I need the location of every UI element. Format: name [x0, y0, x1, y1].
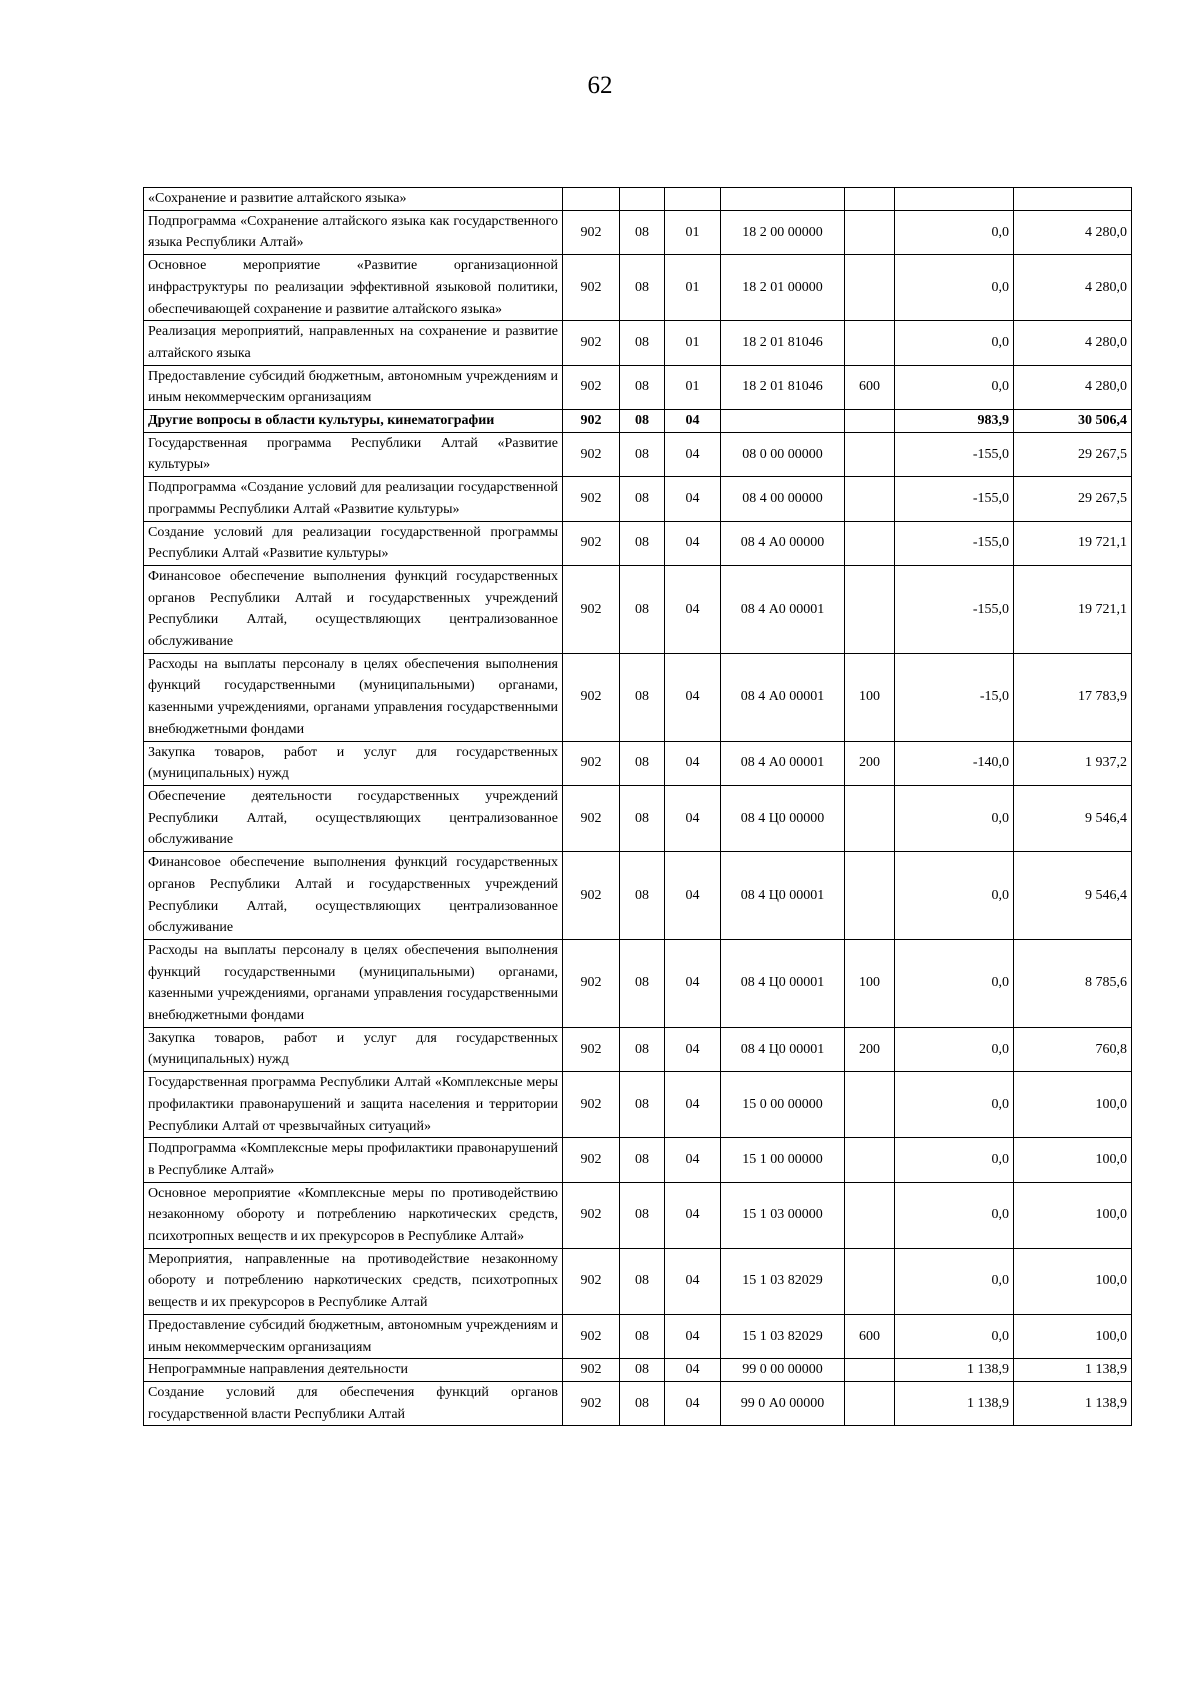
- cell-change-amount: 0,0: [895, 321, 1014, 365]
- cell-name: Государственная программа Республики Алтай «Развитие культуры»: [144, 432, 563, 476]
- cell-total-amount: 100,0: [1014, 1182, 1132, 1248]
- cell-subsection: 04: [665, 521, 721, 565]
- cell-name: Мероприятия, направленные на противодействие незаконному обороту и потреблению наркотических средств, психотропных веществ и их прекурсоров в Республике Алтай: [144, 1248, 563, 1314]
- cell-ministry: 902: [563, 785, 620, 851]
- cell-target-article: 08 4 Ц0 00001: [721, 1027, 845, 1071]
- cell-subsection: 04: [665, 1248, 721, 1314]
- cell-name: Основное мероприятие «Комплексные меры по противодействию незаконному обороту и потреблению наркотических средств, психотропных веществ и их прекурсоров в Республике Алтай»: [144, 1182, 563, 1248]
- cell-subsection: 04: [665, 1027, 721, 1071]
- cell-subsection: 04: [665, 432, 721, 476]
- cell-name: Государственная программа Республики Алтай «Комплексные меры профилактики правонарушений и защита населения и территории Республики Алтай от чрезвычайных ситуаций»: [144, 1072, 563, 1138]
- cell-ministry: 902: [563, 741, 620, 785]
- cell-expense-type: [845, 210, 895, 254]
- cell-section: 08: [620, 365, 665, 409]
- cell-change-amount: 0,0: [895, 1072, 1014, 1138]
- cell-target-article: 99 0 А0 00000: [721, 1381, 845, 1425]
- cell-name: Подпрограмма «Комплексные меры профилактики правонарушений в Республике Алтай»: [144, 1138, 563, 1182]
- cell-name: Реализация мероприятий, направленных на сохранение и развитие алтайского языка: [144, 321, 563, 365]
- cell-expense-type: [845, 852, 895, 940]
- cell-total-amount: 30 506,4: [1014, 410, 1132, 433]
- table-row: [144, 1138, 1132, 1182]
- cell-target-article: [721, 188, 845, 211]
- cell-change-amount: 0,0: [895, 939, 1014, 1027]
- cell-target-article: 15 0 00 00000: [721, 1072, 845, 1138]
- table-row: [144, 1314, 1132, 1358]
- cell-section: 08: [620, 1314, 665, 1358]
- cell-subsection: [665, 188, 721, 211]
- cell-change-amount: 0,0: [895, 1027, 1014, 1071]
- cell-name: Закупка товаров, работ и услуг для государственных (муниципальных) нужд: [144, 741, 563, 785]
- cell-change-amount: 983,9: [895, 410, 1014, 433]
- table-row: [144, 1027, 1132, 1071]
- cell-name: Финансовое обеспечение выполнения функций государственных органов Республики Алтай и государственных учреждений Республики Алтай, осуществляющих централизованное обслуживание: [144, 852, 563, 940]
- cell-subsection: 04: [665, 785, 721, 851]
- cell-change-amount: 0,0: [895, 1138, 1014, 1182]
- cell-target-article: 15 1 03 00000: [721, 1182, 845, 1248]
- cell-section: 08: [620, 210, 665, 254]
- table-row: [144, 1248, 1132, 1314]
- cell-name: Предоставление субсидий бюджетным, автономным учреждениям и иным некоммерческим организациям: [144, 365, 563, 409]
- cell-change-amount: 0,0: [895, 852, 1014, 940]
- cell-total-amount: 100,0: [1014, 1138, 1132, 1182]
- cell-name: Создание условий для реализации государственной программы Республики Алтай «Развитие культуры»: [144, 521, 563, 565]
- cell-ministry: 902: [563, 1359, 620, 1382]
- table-body: [144, 188, 1132, 1426]
- table-row: [144, 521, 1132, 565]
- cell-subsection: 01: [665, 365, 721, 409]
- cell-total-amount: 29 267,5: [1014, 432, 1132, 476]
- cell-change-amount: -15,0: [895, 653, 1014, 741]
- cell-ministry: 902: [563, 365, 620, 409]
- cell-expense-type: [845, 1359, 895, 1382]
- cell-expense-type: 100: [845, 653, 895, 741]
- cell-section: 08: [620, 1359, 665, 1382]
- cell-change-amount: -155,0: [895, 521, 1014, 565]
- budget-table: [143, 187, 1132, 1426]
- cell-name: Финансовое обеспечение выполнения функций государственных органов Республики Алтай и государственных учреждений Республики Алтай, осуществляющих централизованное обслуживание: [144, 565, 563, 653]
- cell-ministry: 902: [563, 852, 620, 940]
- cell-section: 08: [620, 1138, 665, 1182]
- cell-subsection: 04: [665, 1072, 721, 1138]
- cell-expense-type: [845, 255, 895, 321]
- cell-section: 08: [620, 521, 665, 565]
- cell-total-amount: 19 721,1: [1014, 521, 1132, 565]
- cell-subsection: 01: [665, 255, 721, 321]
- table-row: [144, 188, 1132, 211]
- table-row: [144, 255, 1132, 321]
- cell-total-amount: 100,0: [1014, 1314, 1132, 1358]
- cell-ministry: 902: [563, 1381, 620, 1425]
- cell-total-amount: 4 280,0: [1014, 210, 1132, 254]
- cell-total-amount: 4 280,0: [1014, 321, 1132, 365]
- table-row: [144, 210, 1132, 254]
- cell-expense-type: [845, 1138, 895, 1182]
- cell-expense-type: 100: [845, 939, 895, 1027]
- cell-target-article: 99 0 00 00000: [721, 1359, 845, 1382]
- cell-target-article: 08 4 Ц0 00000: [721, 785, 845, 851]
- cell-name: Подпрограмма «Создание условий для реализации государственной программы Республики Алтай «Развитие культуры»: [144, 477, 563, 521]
- cell-expense-type: [845, 1248, 895, 1314]
- cell-target-article: 08 0 00 00000: [721, 432, 845, 476]
- cell-target-article: 08 4 А0 00000: [721, 521, 845, 565]
- cell-target-article: 15 1 03 82029: [721, 1314, 845, 1358]
- cell-subsection: 01: [665, 321, 721, 365]
- table-row: [144, 852, 1132, 940]
- cell-ministry: 902: [563, 1182, 620, 1248]
- cell-target-article: 08 4 00 00000: [721, 477, 845, 521]
- cell-subsection: 04: [665, 1314, 721, 1358]
- cell-section: 08: [620, 477, 665, 521]
- cell-ministry: 902: [563, 939, 620, 1027]
- cell-expense-type: [845, 432, 895, 476]
- cell-ministry: 902: [563, 210, 620, 254]
- cell-subsection: 01: [665, 210, 721, 254]
- cell-subsection: 04: [665, 939, 721, 1027]
- cell-change-amount: 0,0: [895, 785, 1014, 851]
- cell-change-amount: -155,0: [895, 565, 1014, 653]
- cell-name: Создание условий для обеспечения функций органов государственной власти Республики Алтай: [144, 1381, 563, 1425]
- cell-expense-type: 200: [845, 1027, 895, 1071]
- cell-subsection: 04: [665, 1182, 721, 1248]
- cell-expense-type: [845, 521, 895, 565]
- cell-total-amount: 9 546,4: [1014, 785, 1132, 851]
- cell-ministry: 902: [563, 477, 620, 521]
- cell-expense-type: 600: [845, 365, 895, 409]
- cell-name: «Сохранение и развитие алтайского языка»: [144, 188, 563, 211]
- cell-total-amount: 760,8: [1014, 1027, 1132, 1071]
- cell-section: 08: [620, 321, 665, 365]
- cell-ministry: 902: [563, 432, 620, 476]
- cell-subsection: 04: [665, 741, 721, 785]
- cell-change-amount: 1 138,9: [895, 1381, 1014, 1425]
- cell-section: 08: [620, 1381, 665, 1425]
- cell-name: Другие вопросы в области культуры, кинематографии: [144, 410, 563, 433]
- cell-change-amount: 0,0: [895, 365, 1014, 409]
- table-row: [144, 785, 1132, 851]
- table-row: [144, 410, 1132, 433]
- cell-expense-type: [845, 321, 895, 365]
- cell-ministry: 902: [563, 1314, 620, 1358]
- cell-total-amount: 17 783,9: [1014, 653, 1132, 741]
- cell-total-amount: 4 280,0: [1014, 365, 1132, 409]
- cell-section: 08: [620, 410, 665, 433]
- cell-name: Непрограммные направления деятельности: [144, 1359, 563, 1382]
- table-row: [144, 741, 1132, 785]
- cell-change-amount: 0,0: [895, 255, 1014, 321]
- table-row: [144, 939, 1132, 1027]
- cell-change-amount: 1 138,9: [895, 1359, 1014, 1382]
- cell-name: Подпрограмма «Сохранение алтайского языка как государственного языка Республики Алтай»: [144, 210, 563, 254]
- table-row: [144, 321, 1132, 365]
- cell-section: 08: [620, 939, 665, 1027]
- cell-subsection: 04: [665, 852, 721, 940]
- cell-section: 08: [620, 432, 665, 476]
- cell-total-amount: 4 280,0: [1014, 255, 1132, 321]
- cell-total-amount: 100,0: [1014, 1248, 1132, 1314]
- cell-section: 08: [620, 785, 665, 851]
- cell-section: 08: [620, 565, 665, 653]
- cell-expense-type: [845, 1182, 895, 1248]
- cell-change-amount: -155,0: [895, 477, 1014, 521]
- table-row: [144, 432, 1132, 476]
- cell-change-amount: -155,0: [895, 432, 1014, 476]
- cell-ministry: 902: [563, 565, 620, 653]
- cell-target-article: 08 4 А0 00001: [721, 653, 845, 741]
- page-number: 62: [587, 72, 613, 99]
- cell-expense-type: 200: [845, 741, 895, 785]
- cell-target-article: 08 4 А0 00001: [721, 741, 845, 785]
- cell-subsection: 04: [665, 1381, 721, 1425]
- cell-total-amount: 1 138,9: [1014, 1359, 1132, 1382]
- cell-section: 08: [620, 852, 665, 940]
- cell-total-amount: 1 937,2: [1014, 741, 1132, 785]
- cell-section: 08: [620, 1182, 665, 1248]
- cell-ministry: 902: [563, 521, 620, 565]
- cell-total-amount: 19 721,1: [1014, 565, 1132, 653]
- cell-section: 08: [620, 741, 665, 785]
- cell-total-amount: 29 267,5: [1014, 477, 1132, 521]
- cell-ministry: 902: [563, 1248, 620, 1314]
- cell-target-article: 18 2 00 00000: [721, 210, 845, 254]
- table-row: [144, 653, 1132, 741]
- cell-total-amount: [1014, 188, 1132, 211]
- cell-ministry: [563, 188, 620, 211]
- cell-subsection: 04: [665, 565, 721, 653]
- cell-section: 08: [620, 653, 665, 741]
- cell-target-article: 08 4 Ц0 00001: [721, 852, 845, 940]
- cell-total-amount: 1 138,9: [1014, 1381, 1132, 1425]
- cell-section: 08: [620, 1027, 665, 1071]
- cell-subsection: 04: [665, 1359, 721, 1382]
- cell-name: Расходы на выплаты персоналу в целях обеспечения выполнения функций государственными (муниципальными) органами, казенными учреждениями, органами управления государственными внебюджетными фондами: [144, 653, 563, 741]
- cell-name: Расходы на выплаты персоналу в целях обеспечения выполнения функций государственными (муниципальными) органами, казенными учреждениями, органами управления государственными внебюджетными фондами: [144, 939, 563, 1027]
- cell-change-amount: 0,0: [895, 210, 1014, 254]
- table-row: [144, 1359, 1132, 1382]
- cell-target-article: 18 2 01 81046: [721, 321, 845, 365]
- cell-total-amount: 9 546,4: [1014, 852, 1132, 940]
- cell-section: 08: [620, 1072, 665, 1138]
- cell-ministry: 902: [563, 321, 620, 365]
- cell-change-amount: 0,0: [895, 1182, 1014, 1248]
- cell-expense-type: [845, 410, 895, 433]
- cell-ministry: 902: [563, 653, 620, 741]
- cell-expense-type: [845, 1072, 895, 1138]
- table-row: [144, 1182, 1132, 1248]
- table-row: [144, 477, 1132, 521]
- cell-ministry: 902: [563, 1027, 620, 1071]
- cell-ministry: 902: [563, 255, 620, 321]
- cell-change-amount: [895, 188, 1014, 211]
- table-row: [144, 1381, 1132, 1425]
- cell-ministry: 902: [563, 1138, 620, 1182]
- cell-target-article: 08 4 А0 00001: [721, 565, 845, 653]
- cell-target-article: 15 1 00 00000: [721, 1138, 845, 1182]
- cell-name: Обеспечение деятельности государственных учреждений Республики Алтай, осуществляющих централизованное обслуживание: [144, 785, 563, 851]
- cell-target-article: 08 4 Ц0 00001: [721, 939, 845, 1027]
- table-row: [144, 365, 1132, 409]
- cell-section: [620, 188, 665, 211]
- cell-expense-type: [845, 477, 895, 521]
- cell-subsection: 04: [665, 653, 721, 741]
- cell-total-amount: 8 785,6: [1014, 939, 1132, 1027]
- cell-target-article: [721, 410, 845, 433]
- cell-ministry: 902: [563, 1072, 620, 1138]
- cell-target-article: 18 2 01 00000: [721, 255, 845, 321]
- cell-change-amount: 0,0: [895, 1248, 1014, 1314]
- cell-name: Основное мероприятие «Развитие организационной инфраструктуры по реализации эффективной языковой политики, обеспечивающей сохранение и развитие алтайского языка»: [144, 255, 563, 321]
- cell-target-article: 18 2 01 81046: [721, 365, 845, 409]
- cell-expense-type: [845, 188, 895, 211]
- cell-subsection: 04: [665, 410, 721, 433]
- cell-name: Закупка товаров, работ и услуг для государственных (муниципальных) нужд: [144, 1027, 563, 1071]
- cell-target-article: 15 1 03 82029: [721, 1248, 845, 1314]
- cell-total-amount: 100,0: [1014, 1072, 1132, 1138]
- cell-change-amount: 0,0: [895, 1314, 1014, 1358]
- cell-expense-type: [845, 1381, 895, 1425]
- cell-subsection: 04: [665, 477, 721, 521]
- table-row: [144, 1072, 1132, 1138]
- cell-subsection: 04: [665, 1138, 721, 1182]
- cell-section: 08: [620, 1248, 665, 1314]
- cell-name: Предоставление субсидий бюджетным, автономным учреждениям и иным некоммерческим организациям: [144, 1314, 563, 1358]
- cell-expense-type: [845, 565, 895, 653]
- cell-change-amount: -140,0: [895, 741, 1014, 785]
- cell-ministry: 902: [563, 410, 620, 433]
- table-row: [144, 565, 1132, 653]
- cell-section: 08: [620, 255, 665, 321]
- cell-expense-type: 600: [845, 1314, 895, 1358]
- cell-expense-type: [845, 785, 895, 851]
